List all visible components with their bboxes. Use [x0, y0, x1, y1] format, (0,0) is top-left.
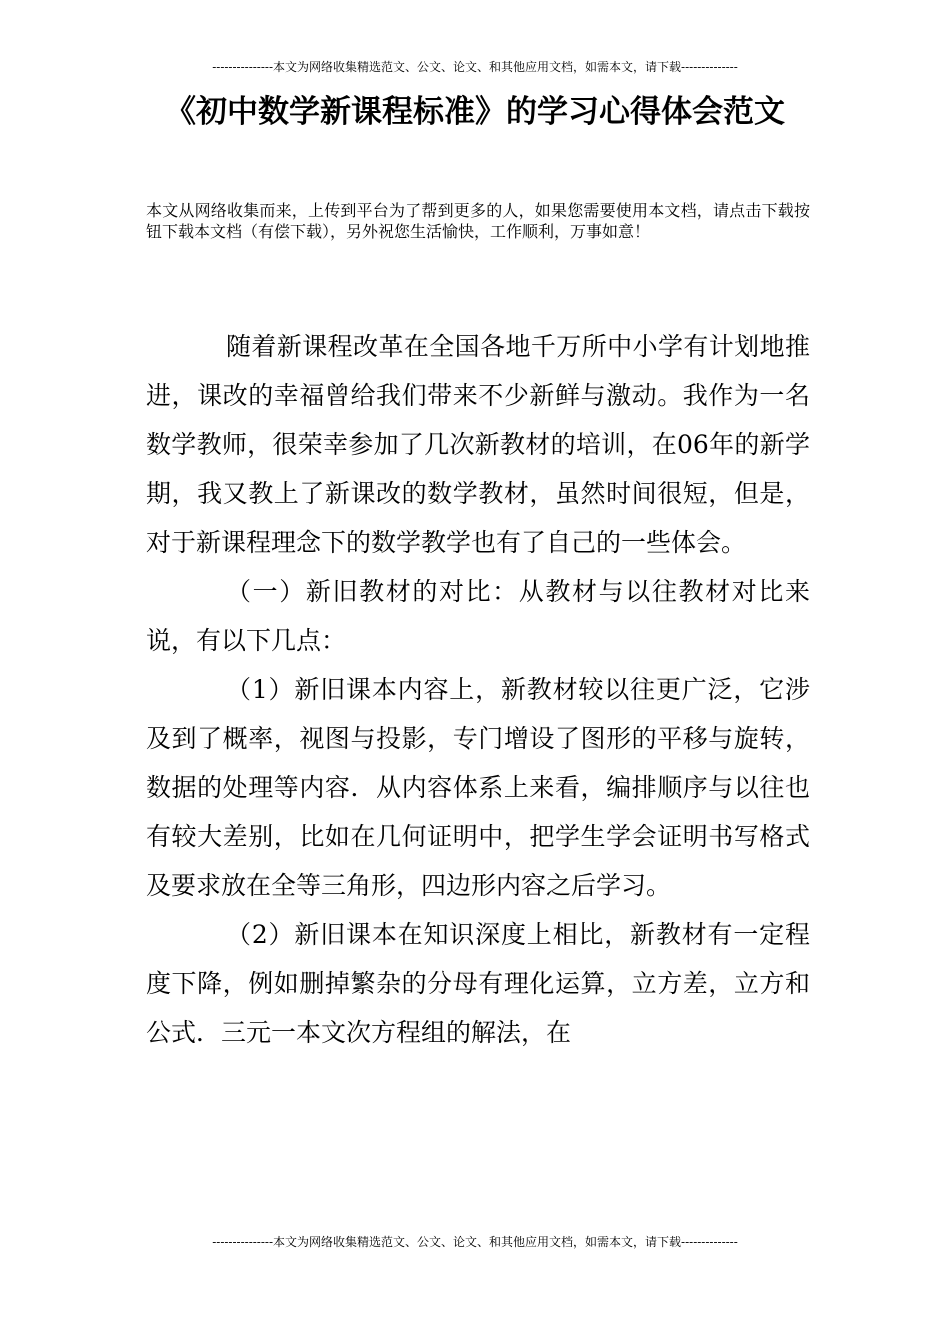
body-paragraph: 随着新课程改革在全国各地千万所中小学有计划地推进，课改的幸福曾给我们带来不少新鲜与激动。我作为一名数学教师，很荣幸参加了几次新教材的培训，在06年的新学期，我又教上了新课改的数学教材，虽然时间很短，但是，对于新课程理念下的数学教学也有了自己的一些体会。	[146, 332, 810, 557]
body-paragraph: （2）新旧课本在知识深度上相比，新教材有一定程度下降，例如删掉繁杂的分母有理化运算，立方差，立方和公式．三元一本文次方程组的解法，在	[146, 920, 810, 1047]
footer-banner: ---------------本文为网络收集精选范文、公文、论文、和其他应用文档，如需本文，请下载--------------	[212, 1235, 738, 1249]
body-paragraph: （1）新旧课本内容上，新教材较以往更广泛，它涉及到了概率，视图与投影，专门增设了图形的平移与旋转，数据的处理等内容．从内容体系上来看，编排顺序与以往也有较大差别，比如在几何证明中，把学生学会证明书写格式及要求放在全等三角形，四边形内容之后学习。	[146, 675, 810, 900]
body-paragraph: （一）新旧教材的对比：从教材与以往教材对比来说，有以下几点：	[146, 577, 810, 655]
intro-notice: 本文从网络收集而来，上传到平台为了帮到更多的人，如果您需要使用本文档，请点击下载按钮下载本文档（有偿下载），另外祝您生活愉快，工作顺利，万事如意！	[146, 201, 810, 241]
document-body	[146, 322, 810, 1057]
document-title: 《初中数学新课程标准》的学习心得体会范文	[165, 94, 785, 130]
header-banner: ---------------本文为网络收集精选范文、公文、论文、和其他应用文档，如需本文，请下载--------------	[212, 60, 738, 74]
